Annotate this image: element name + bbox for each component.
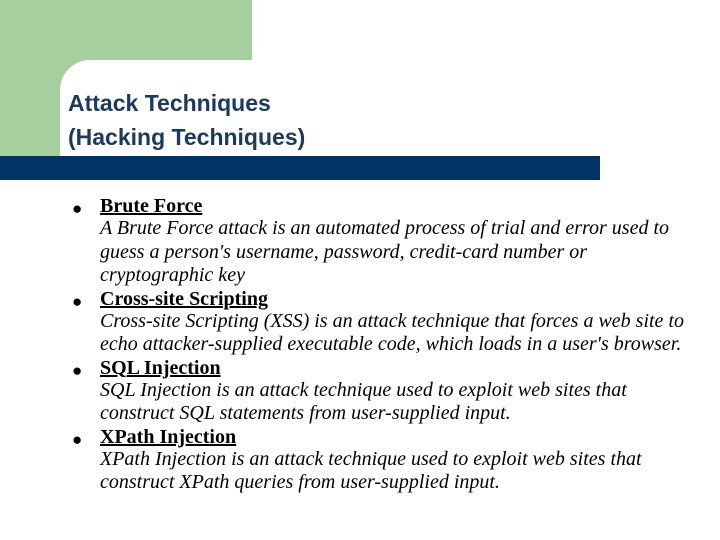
item-title: SQL Injection xyxy=(100,356,221,379)
bullet-icon: ● xyxy=(72,429,83,449)
item-title: Cross-site Scripting xyxy=(100,287,268,310)
list-item-cross-site-scripting xyxy=(72,288,712,357)
bullet-icon: ● xyxy=(72,291,83,311)
title-underline-bar xyxy=(0,156,600,180)
slide-title-line-1: Attack Techniques xyxy=(68,90,271,116)
list-item-sql-injection xyxy=(72,357,712,426)
slide-title-line-2: (Hacking Techniques) xyxy=(68,124,306,150)
item-description: XPath Injection is an attack technique used to exploit web sites that construct XPath queries from user-supplied input. xyxy=(100,447,642,493)
list-item-brute-force xyxy=(72,195,712,288)
technique-list xyxy=(72,195,712,495)
item-description: Cross-site Scripting (XSS) is an attack technique that forces a web site to echo attacker-supplied executable code, which loads in a user's browser. xyxy=(100,309,684,355)
item-title: Brute Force xyxy=(100,195,203,217)
item-description: A Brute Force attack is an automated process of trial and error used to guess a person's username, password, credit-card number or cryptographic key xyxy=(100,217,670,286)
item-description: SQL Injection is an attack technique used to exploit web sites that construct SQL statements from user-supplied input. xyxy=(100,378,627,424)
list-item-xpath-injection xyxy=(72,426,712,495)
bullet-icon: ● xyxy=(72,360,83,380)
item-title: XPath Injection xyxy=(100,425,237,448)
bullet-icon: ● xyxy=(72,199,83,218)
slide-title xyxy=(68,86,305,154)
